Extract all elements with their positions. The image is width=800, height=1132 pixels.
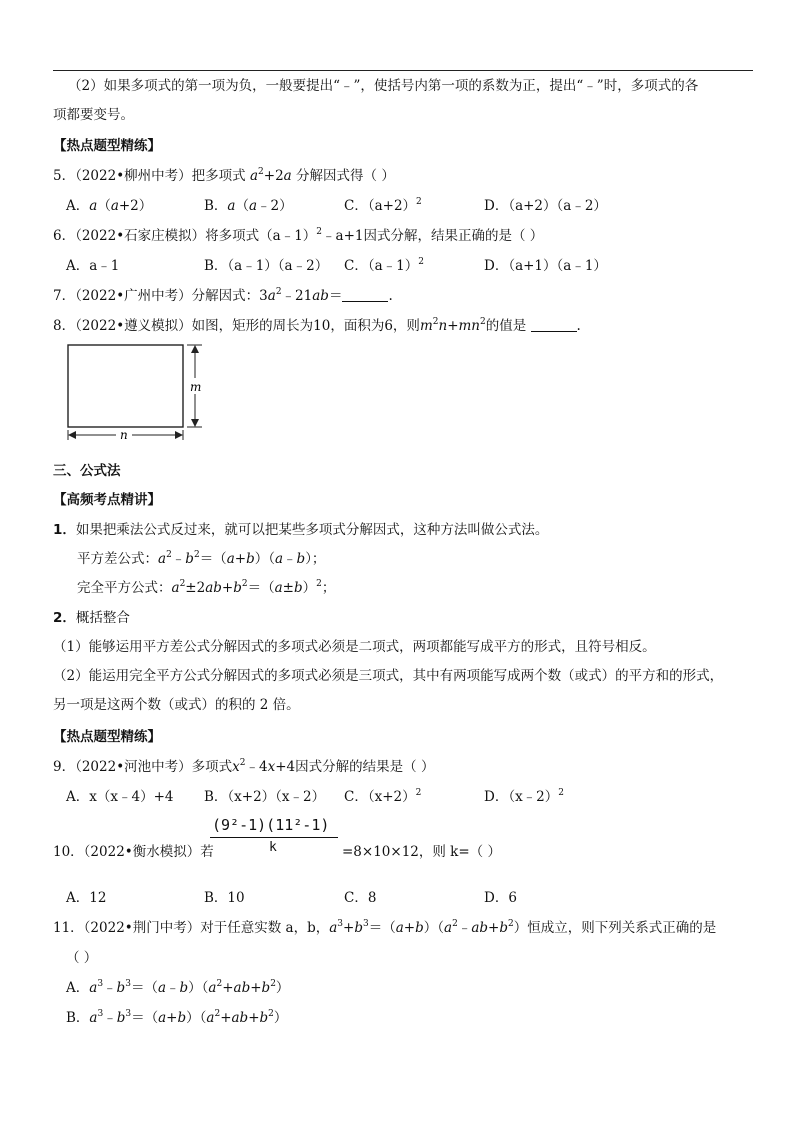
rectangle-shape [68,345,183,427]
perfect-label: 完全平方公式： [77,580,172,596]
q10-fraction-bar [210,837,338,838]
diff-label: 平方差公式： [77,551,158,567]
point-2-line-1: （1）能够运用平方差公式分解因式的多项式必须是二项式，两项都能写成平方的形式，且符号相反。 [53,639,656,655]
q6-option-c[interactable]: C．（a﹣1）$^2$ [344,257,424,274]
section-3-title: 三、公式法 [53,463,121,479]
q8-answer-blank[interactable] [531,317,577,332]
q5-expr: a [249,168,259,184]
question-6: 6．（2022•石家庄模拟）将多项式（a﹣1）$^2$﹣a+1因式分解，结果正确的是（ ） [53,227,544,244]
q6-option-a[interactable]: A．a﹣1 [66,258,120,274]
q9-option-a[interactable]: A．x（x﹣4）+4 [66,789,174,805]
q10-option-a[interactable]: A．12 [66,890,107,906]
q10-prefix: 10．（2022•衡水模拟）若 [53,844,214,860]
q11-option-a[interactable]: A．$a^3﹣b^3=(a﹣b)(a^2+ab+b^2)$ [66,979,290,996]
q10-option-c[interactable]: C．8 [344,890,377,906]
q5-suffix: 分解因式得（ ） [296,168,395,184]
q5-option-c[interactable]: C．$(a+2)^2$ [344,197,422,214]
q10-suffix: =8×10×12，则 k=（ ） [342,844,501,860]
point-2 [53,608,130,628]
q10-option-d[interactable]: D．6 [484,890,517,906]
point-2-text: 概括整合 [75,610,130,626]
point-2-num: 2． [53,610,76,626]
q7-answer-blank[interactable] [342,287,388,302]
q10-fraction-numerator: (9²-1)(11²-1) [212,816,330,834]
rectangle-figure [60,340,210,444]
q6-option-d[interactable]: D．（a+1）（a﹣1） [484,258,607,274]
q11-suffix: 恒成立，则下列关系式正确的是 [527,920,717,936]
point-2-line-2: （2）能运用完全平方公式分解因式的多项式必须是三项式，其中有两项能写成两个数（或式）的平方和的形式， [53,668,724,684]
q11-prefix: 11．（2022•荆门中考）对于任意实数 a，b， [53,920,330,936]
q10-option-b[interactable]: B．10 [204,890,245,906]
q11-answer-paren[interactable]: （ ） [66,950,98,966]
q6-text: 6．（2022•石家庄模拟）将多项式（a﹣1） [53,228,317,244]
section-high-frequency: 【高频考点精讲】 [53,492,161,508]
q9-option-d[interactable]: D．（x﹣2）$^2$ [484,788,565,805]
question-9: 9．（2022•河池中考）多项式$x^2﹣4x+4$因式分解的结果是（ ） [53,758,435,775]
q5-prefix: 5．（2022•柳州中考）把多项式 [53,168,246,184]
intro-line-2: 项都要变号。 [53,107,134,123]
section-hot-practice-1: 【热点题型精练】 [53,138,161,154]
q9-option-c[interactable]: C．$(x+2)^2$ [344,788,422,805]
q5-option-a[interactable]: A．a（a+2） [66,198,153,214]
question-7: 7．（2022•广州中考）分解因式：$3a^2﹣21ab=$ . [53,287,393,304]
intro-line-1: （2）如果多项式的第一项为负，一般要提出“﹣”，使括号内第一项的系数为正，提出“﹣”时，多项式的各 [68,78,699,94]
point-2-line-3: 另一项是这两个数（或式）的积的 2 倍。 [53,697,300,713]
point-1-text: 如果把乘法公式反过来，就可以把某些多项式分解因式，这种方法叫做公式法。 [75,522,549,538]
q8-prefix: 8．（2022•遵义模拟）如图，矩形的周长为10，面积为6，则 [53,318,420,334]
label-m: m [190,380,202,394]
question-11: 11．（2022•荆门中考）对于任意实数 a，b，$a^3+b^3=(a+b)(a^2﹣ab+b^2)$恒成立，则下列关系式正确的是 [53,919,717,936]
perfect-square: 完全平方公式：$a^2\pm 2ab+b^2=(a\pm b)^2$； [77,579,336,596]
q9-prefix: 9．（2022•河池中考）多项式 [53,759,233,775]
q6-text-2: ﹣a+1因式分解，结果正确的是（ ） [322,228,544,244]
point-1 [53,520,548,540]
q6-option-b[interactable]: B．（a﹣1）（a﹣2） [204,258,329,274]
q9-suffix: 因式分解的结果是（ ） [295,759,435,775]
q7-prefix: 7．（2022•广州中考）分解因式： [53,288,260,304]
label-n: n [120,428,128,442]
header-rule [53,70,753,71]
q11-option-b[interactable]: B．$a^3﹣b^3=(a+b)(a^2+ab+b^2)$ [66,1009,288,1026]
section-hot-practice-2: 【热点题型精练】 [53,729,161,745]
q9-option-b[interactable]: B．（x+2）（x﹣2） [204,789,326,805]
question-5: 5．（2022•柳州中考）把多项式 $a^2+2a$ 分解因式得（ ） [53,167,395,184]
q5-option-d[interactable]: D．（a+2）（a﹣2） [484,198,607,214]
q10-fraction-denominator: k [269,840,277,855]
point-1-num: 1． [53,522,76,538]
q5-option-b[interactable]: B．a（a﹣2） [204,198,293,214]
difference-of-squares: 平方差公式：$a^2﹣b^2=(a+b)(a﹣b)$； [77,550,326,567]
question-8: 8．（2022•遵义模拟）如图，矩形的周长为10，面积为6，则$m^2n+mn^2$的值是 . [53,317,581,334]
